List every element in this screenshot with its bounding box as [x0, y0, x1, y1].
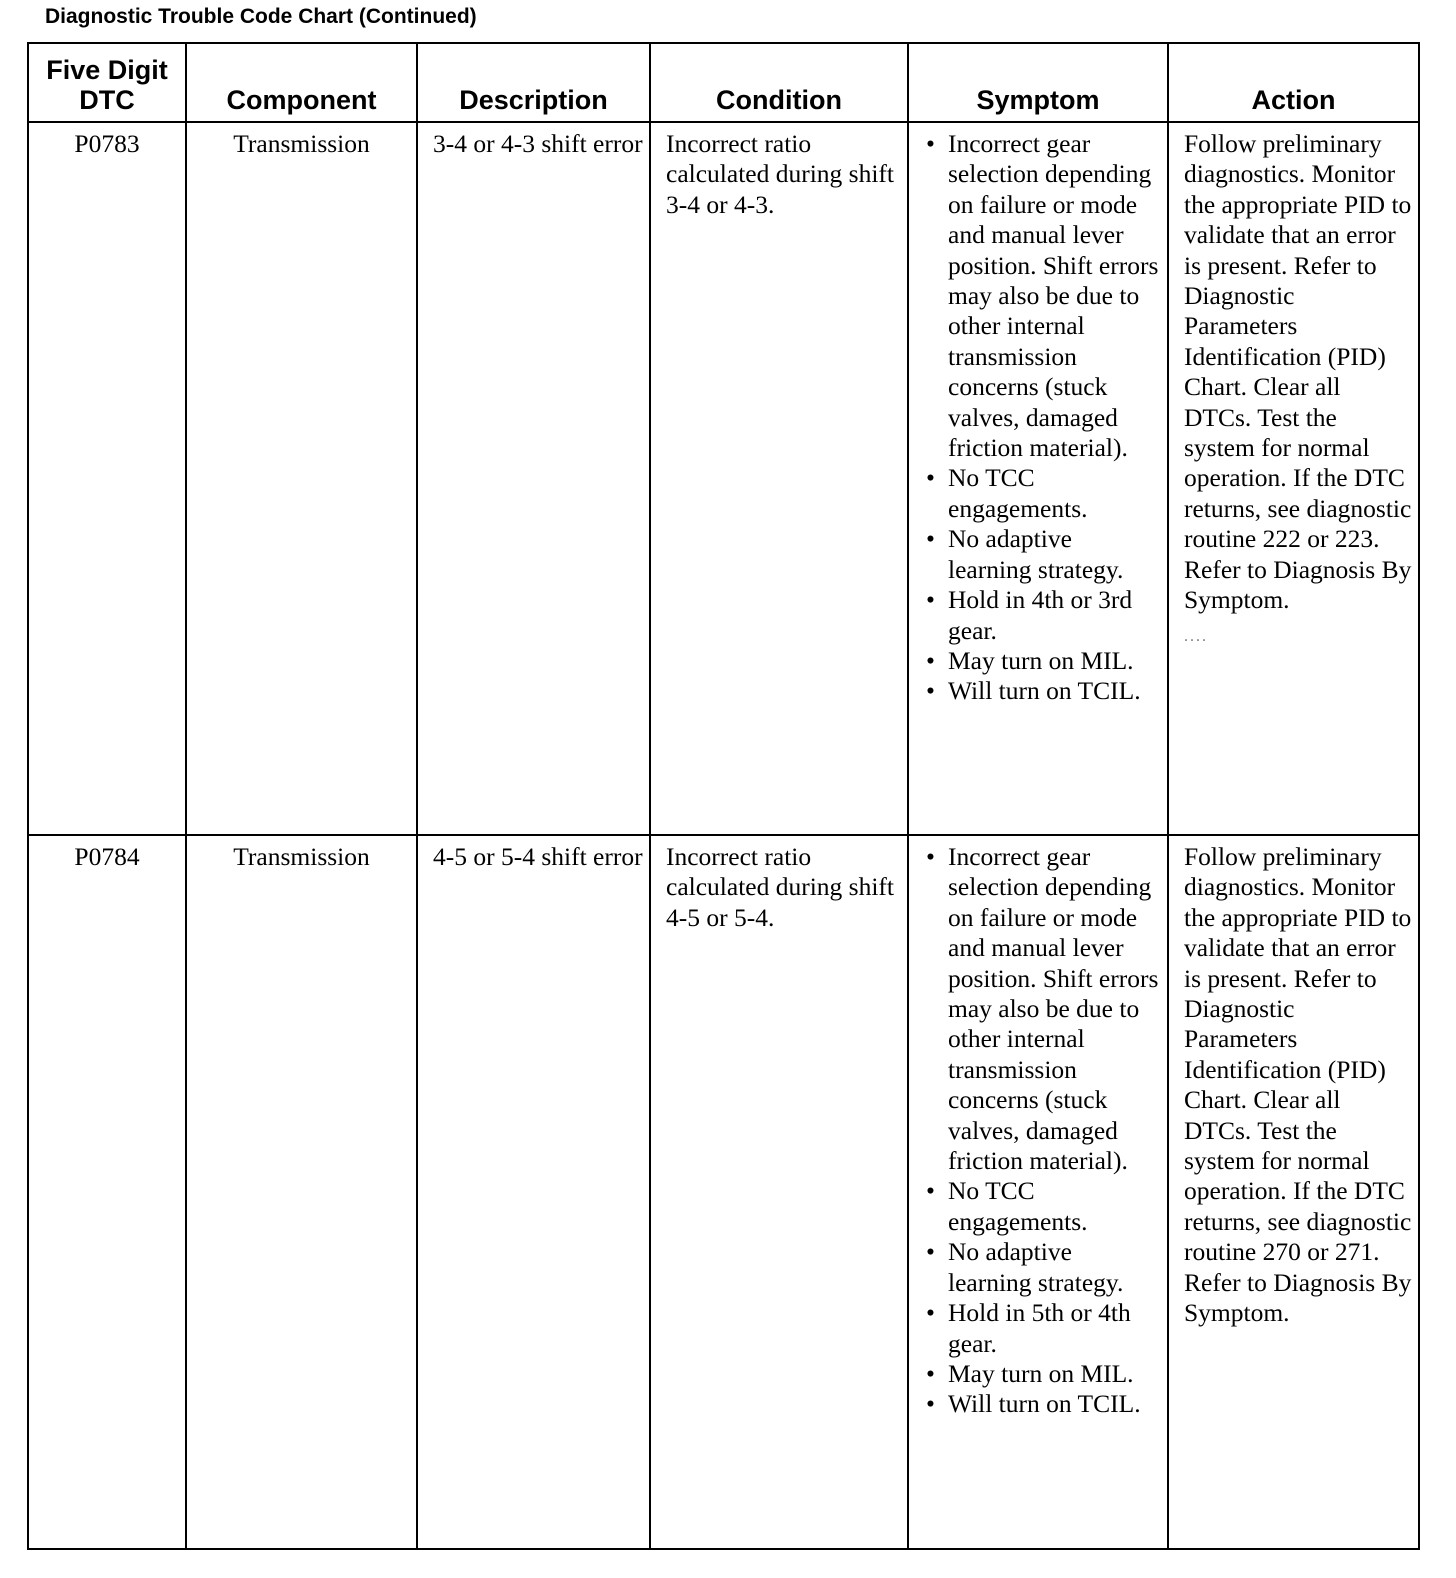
dtc-table [27, 42, 1420, 1550]
table-row [28, 835, 1419, 1549]
symptom-item: • Will turn on TCIL. [948, 1389, 1161, 1419]
page-title: Diagnostic Trouble Code Chart (Continued) [45, 5, 477, 28]
column-header-dtc [28, 43, 186, 122]
column-header-dtc-line1: Five Digit [46, 55, 168, 85]
action-cell [1168, 835, 1419, 1549]
table-row [28, 122, 1419, 835]
symptom-item: • No TCC engagements. [948, 463, 1161, 524]
component-cell: Transmission [186, 122, 417, 835]
column-header-dtc-line2: DTC [79, 85, 135, 115]
symptom-item: • Hold in 5th or 4th gear. [948, 1298, 1161, 1359]
dtc-cell: P0783 [28, 122, 186, 835]
symptom-item: • No adaptive learning strategy. [948, 1237, 1161, 1298]
column-header-component: Component [186, 43, 417, 122]
symptom-item: • No adaptive learning strategy. [948, 524, 1161, 585]
description-cell: 3-4 or 4-3 shift error [417, 122, 650, 835]
symptom-list [924, 129, 1161, 707]
action-text: Follow preliminary diagnostics. Monitor the appropriate PID to validate that an error is present. Refer to Diagnostic Parameters Identification (PID) Chart. Clear all DTCs. Test the system for normal operation. If the DTC returns, see diagnostic routine 222 or 223. Refer to Diagnosis By Symptom. [1184, 129, 1412, 615]
column-header-symptom: Symptom [908, 43, 1168, 122]
dtc-cell: P0784 [28, 835, 186, 1549]
description-cell: 4-5 or 5-4 shift error [417, 835, 650, 1549]
condition-cell: Incorrect ratio calculated during shift 4-5 or 5-4. [650, 835, 908, 1549]
action-text: Follow preliminary diagnostics. Monitor the appropriate PID to validate that an error is present. Refer to Diagnostic Parameters Identification (PID) Chart. Clear all DTCs. Test the system for normal operation. If the DTC returns, see diagnostic routine 270 or 271. Refer to Diagnosis By Symptom. [1184, 842, 1412, 1328]
symptom-item: • May turn on MIL. [948, 1359, 1161, 1389]
symptom-item: • Hold in 4th or 3rd gear. [948, 585, 1161, 646]
condition-cell: Incorrect ratio calculated during shift 3-4 or 4-3. [650, 122, 908, 835]
symptom-cell [908, 122, 1168, 835]
action-cell [1168, 122, 1419, 835]
symptom-item: • May turn on MIL. [948, 646, 1161, 676]
symptom-list [924, 842, 1161, 1420]
component-cell: Transmission [186, 835, 417, 1549]
action-extra-dots: .... [1184, 627, 1208, 645]
column-header-action: Action [1168, 43, 1419, 122]
column-header-description: Description [417, 43, 650, 122]
symptom-item: • Will turn on TCIL. [948, 676, 1161, 706]
symptom-item: • No TCC engagements. [948, 1176, 1161, 1237]
table-header-row [28, 43, 1419, 122]
column-header-condition: Condition [650, 43, 908, 122]
symptom-item: • Incorrect gear selection depending on failure or mode and manual lever position. Shift errors may also be due to other internal transmission concerns (stuck valves, damaged friction material). [948, 129, 1161, 463]
symptom-cell [908, 835, 1168, 1549]
symptom-item: • Incorrect gear selection depending on failure or mode and manual lever position. Shift errors may also be due to other internal transmission concerns (stuck valves, damaged friction material). [948, 842, 1161, 1176]
